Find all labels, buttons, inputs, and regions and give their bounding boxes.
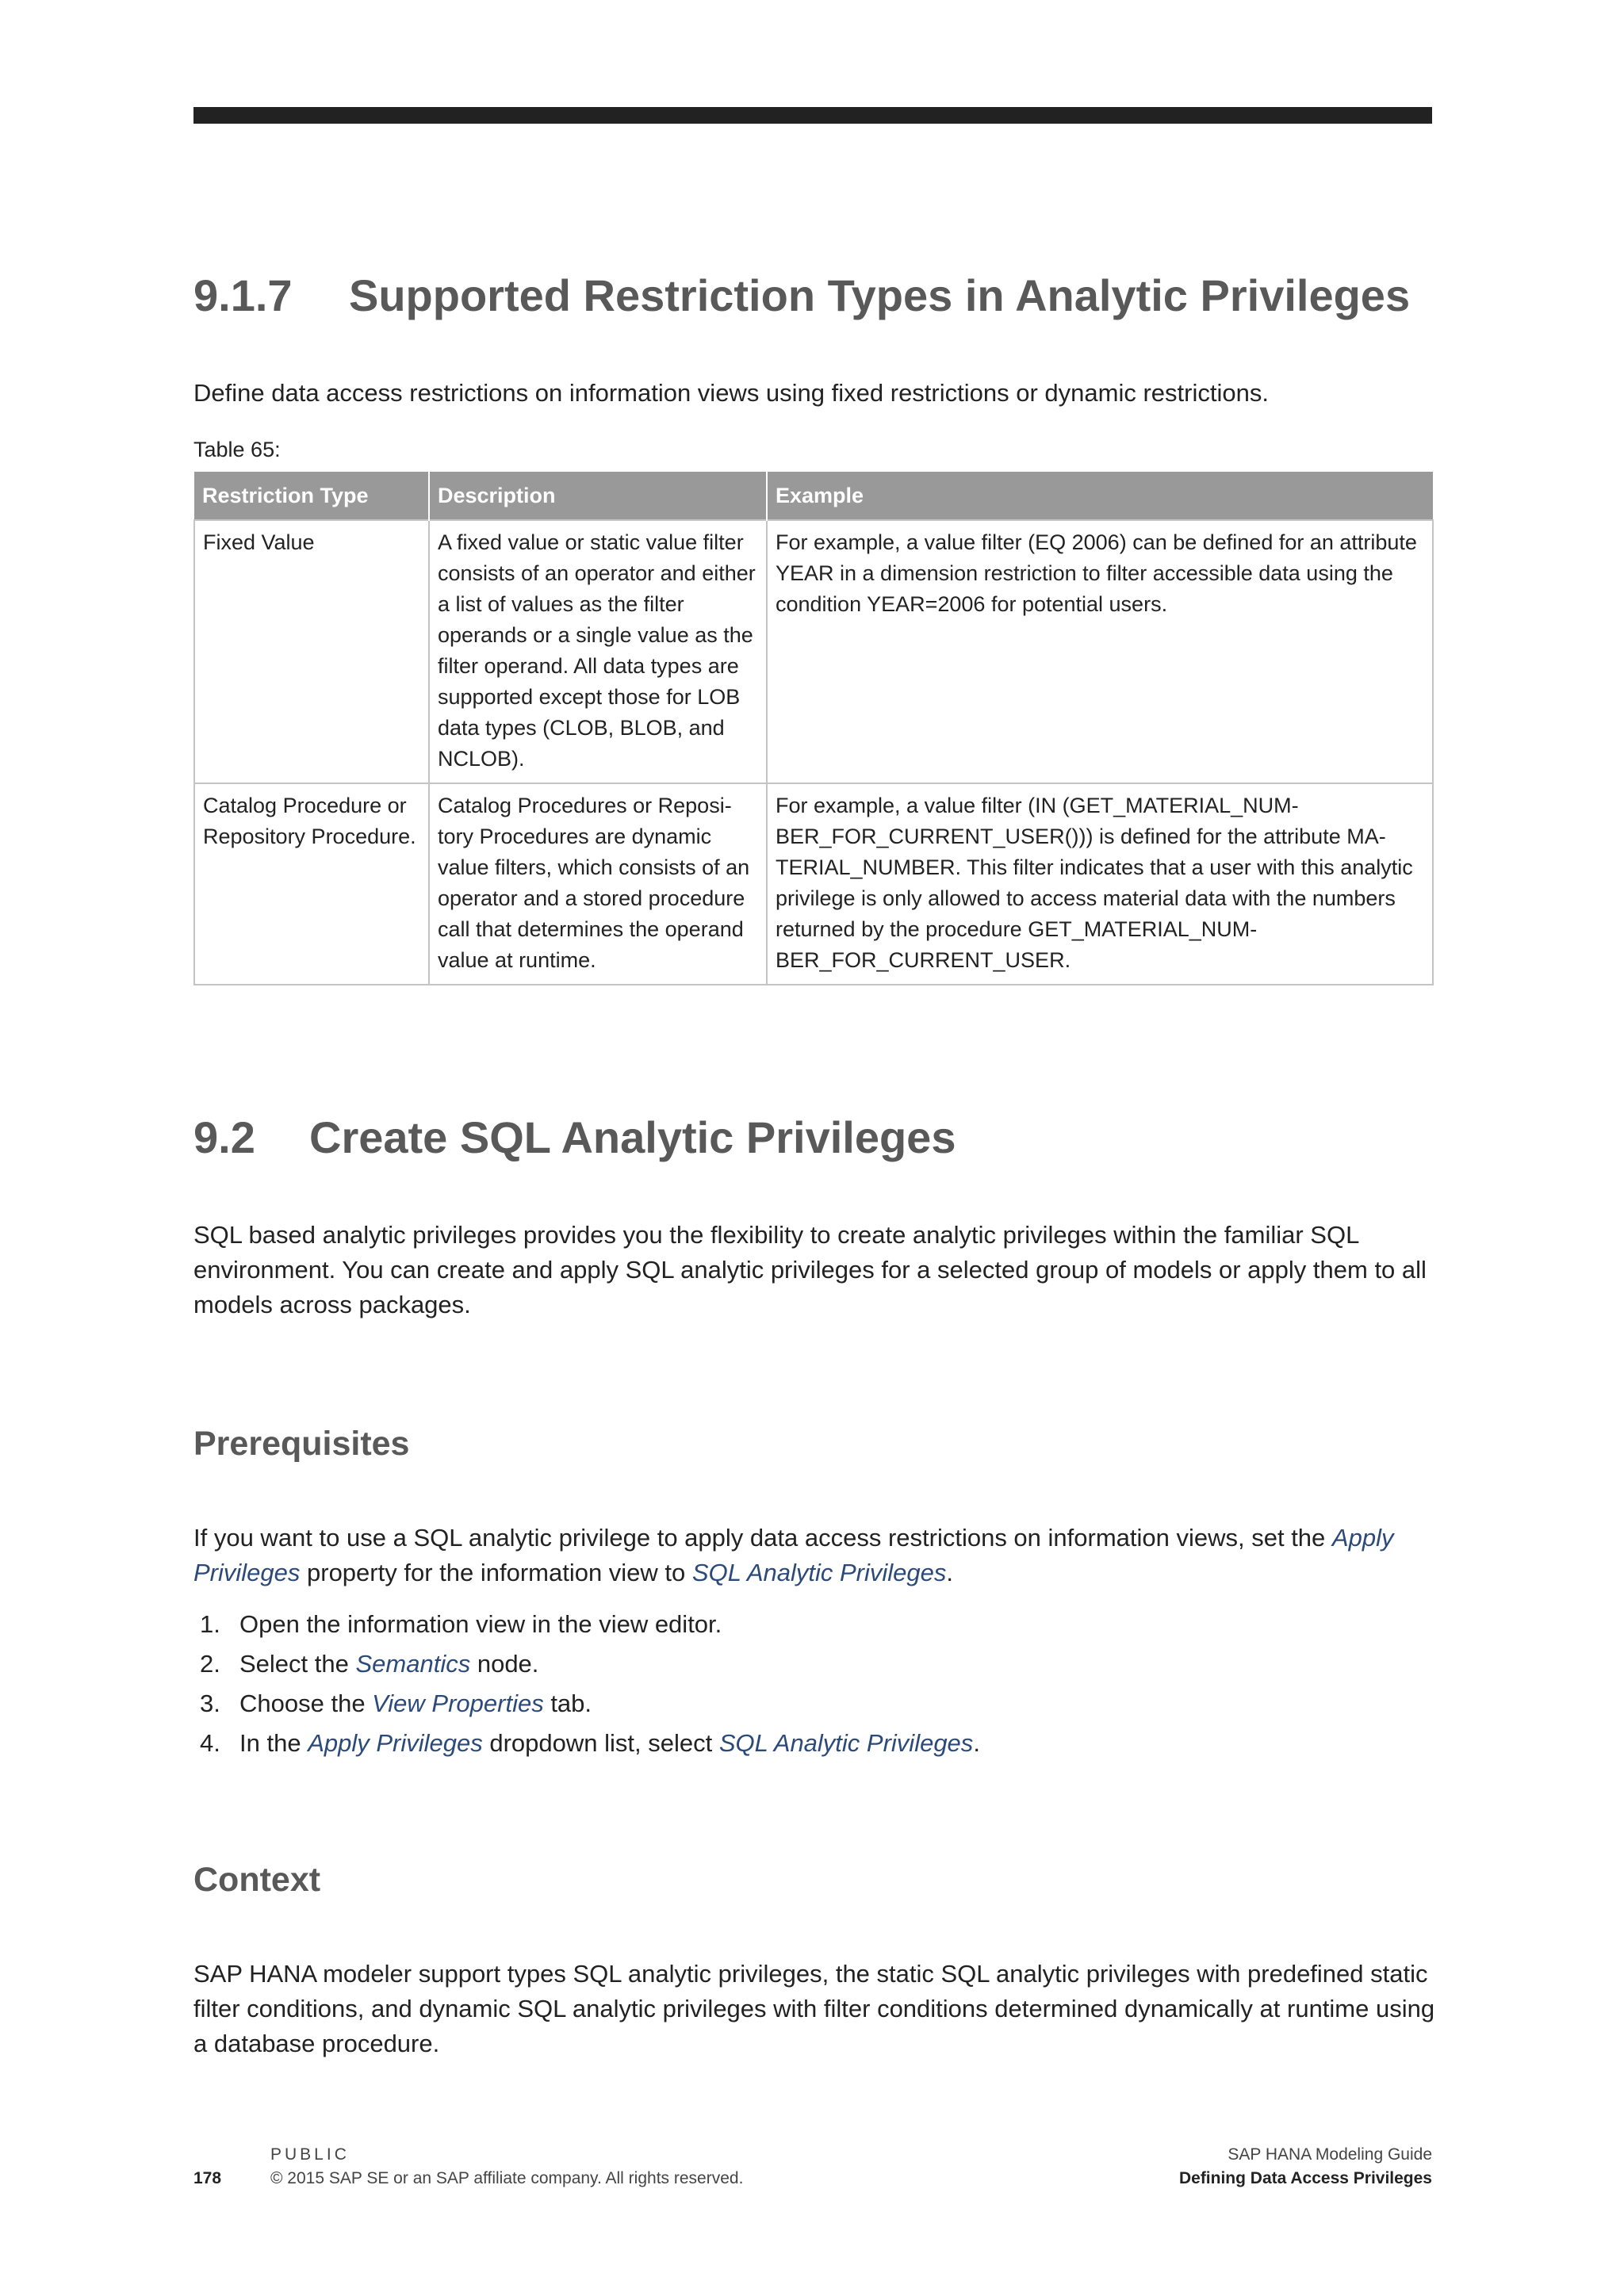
step-number: 1. [200, 1610, 220, 1638]
apply-privileges-link[interactable]: Apply Privileges [193, 1524, 1394, 1586]
list-item [193, 1684, 980, 1724]
footer-chapter-title: Defining Data Access Privileges [1178, 2169, 1432, 2187]
section-917-intro: Define data access restrictions on information views using fixed restrictions or dynamic restrictions. [193, 379, 1269, 407]
table-cell-description: A fixed value or static value filter consists of an operator and either a list of values as the filter operands or a single value as the filter operand. All data types are supported except those for LOB data types (CLOB, BLOB, and NCLOB). [429, 520, 767, 783]
step-text: tab. [543, 1689, 592, 1717]
context-heading: Context [193, 1861, 321, 1899]
table-row [194, 520, 1433, 783]
view-properties-link[interactable]: View Properties [372, 1689, 544, 1717]
restriction-types-table [193, 472, 1434, 985]
table-cell-type: Catalog Procedure or Repository Procedure. [194, 783, 429, 985]
footer-classification: PUBLIC [270, 2145, 350, 2164]
prerequisites-heading: Prerequisites [193, 1425, 410, 1463]
step-text: node. [470, 1650, 539, 1678]
table-cell-example: For example, a value filter (EQ 2006) can be defined for an attribute YEAR in a dimension restriction to filter accessible data using the condition YEAR=2006 for potential users. [767, 520, 1433, 783]
section-92-intro: SQL based analytic privileges provides you the flexibility to create analytic privileges within the familiar SQL environment. You can create and apply SQL analytic privileges for a selected group of models or apply them to all models across packages. [193, 1221, 1427, 1318]
table-header-example: Example [767, 472, 1433, 520]
context-text: SAP HANA modeler support types SQL analytic privileges, the static SQL analytic privileges with predefined static filter conditions, and dynamic SQL analytic privileges with filter conditions determined dynamically at runtime using a database procedure. [193, 1960, 1435, 2057]
prerequisites-text [193, 1521, 1446, 1590]
list-item [193, 1644, 980, 1684]
table-cell-description: Catalog Procedures or Repository Procedures are dynamic value filters, which consists of an operator and a stored procedure call that determines the operand value at runtime. [429, 783, 767, 985]
step-text: . [973, 1729, 980, 1757]
prerequisite-steps [193, 1605, 980, 1763]
semantics-link[interactable]: Semantics [355, 1650, 471, 1678]
list-item [193, 1605, 980, 1644]
section-number: 9.2 [193, 1112, 255, 1162]
table-caption: Table 65: [193, 438, 281, 461]
step-number: 3. [200, 1689, 220, 1717]
top-rule [193, 107, 1432, 124]
list-item [193, 1724, 980, 1763]
section-number: 9.1.7 [193, 270, 293, 320]
table-cell-example: For example, a value filter (IN (GET_MATERIAL_NUMBER_FOR_CURRENT_USER())) is defined for the attribute MATERIAL_NUMBER. This filter indicates that a user with this analytic privilege is only allowed to access material data with the numbers returned by the procedure GET_MATERIAL_NUMBER_FOR_CURRENT_USER. [767, 783, 1433, 985]
prereq-text-after: . [946, 1559, 954, 1586]
table-row [194, 783, 1433, 985]
section-title: Supported Restriction Types in Analytic Privileges [349, 270, 1411, 320]
step-text: In the [239, 1729, 308, 1757]
apply-privileges-link[interactable]: Apply Privileges [308, 1729, 483, 1757]
step-text: Open the information view in the view editor. [239, 1610, 722, 1638]
table-header-description: Description [429, 472, 767, 520]
step-number: 4. [200, 1729, 220, 1757]
table-cell-type: Fixed Value [194, 520, 429, 783]
sql-analytic-privileges-link[interactable]: SQL Analytic Privileges [691, 1559, 947, 1586]
step-text: Select the [239, 1650, 356, 1678]
section-heading-917 [193, 271, 1410, 320]
table-header-row [194, 472, 1433, 520]
footer-page-number: 178 [193, 2169, 222, 2187]
step-number: 2. [200, 1650, 220, 1678]
step-text: Choose the [239, 1689, 373, 1717]
prereq-text-middle: property for the information view to [300, 1559, 692, 1586]
step-text: dropdown list, select [482, 1729, 719, 1757]
footer-guide-title: SAP HANA Modeling Guide [1228, 2145, 1432, 2164]
sql-analytic-privileges-link[interactable]: SQL Analytic Privileges [718, 1729, 974, 1757]
footer-copyright: © 2015 SAP SE or an SAP affiliate company. All rights reserved. [270, 2169, 744, 2187]
prereq-text-before: If you want to use a SQL analytic privilege to apply data access restrictions on information views, set the [193, 1524, 1332, 1552]
section-title: Create SQL Analytic Privileges [309, 1112, 956, 1162]
section-heading-92 [193, 1113, 956, 1162]
table-header-restriction-type: Restriction Type [194, 472, 429, 520]
